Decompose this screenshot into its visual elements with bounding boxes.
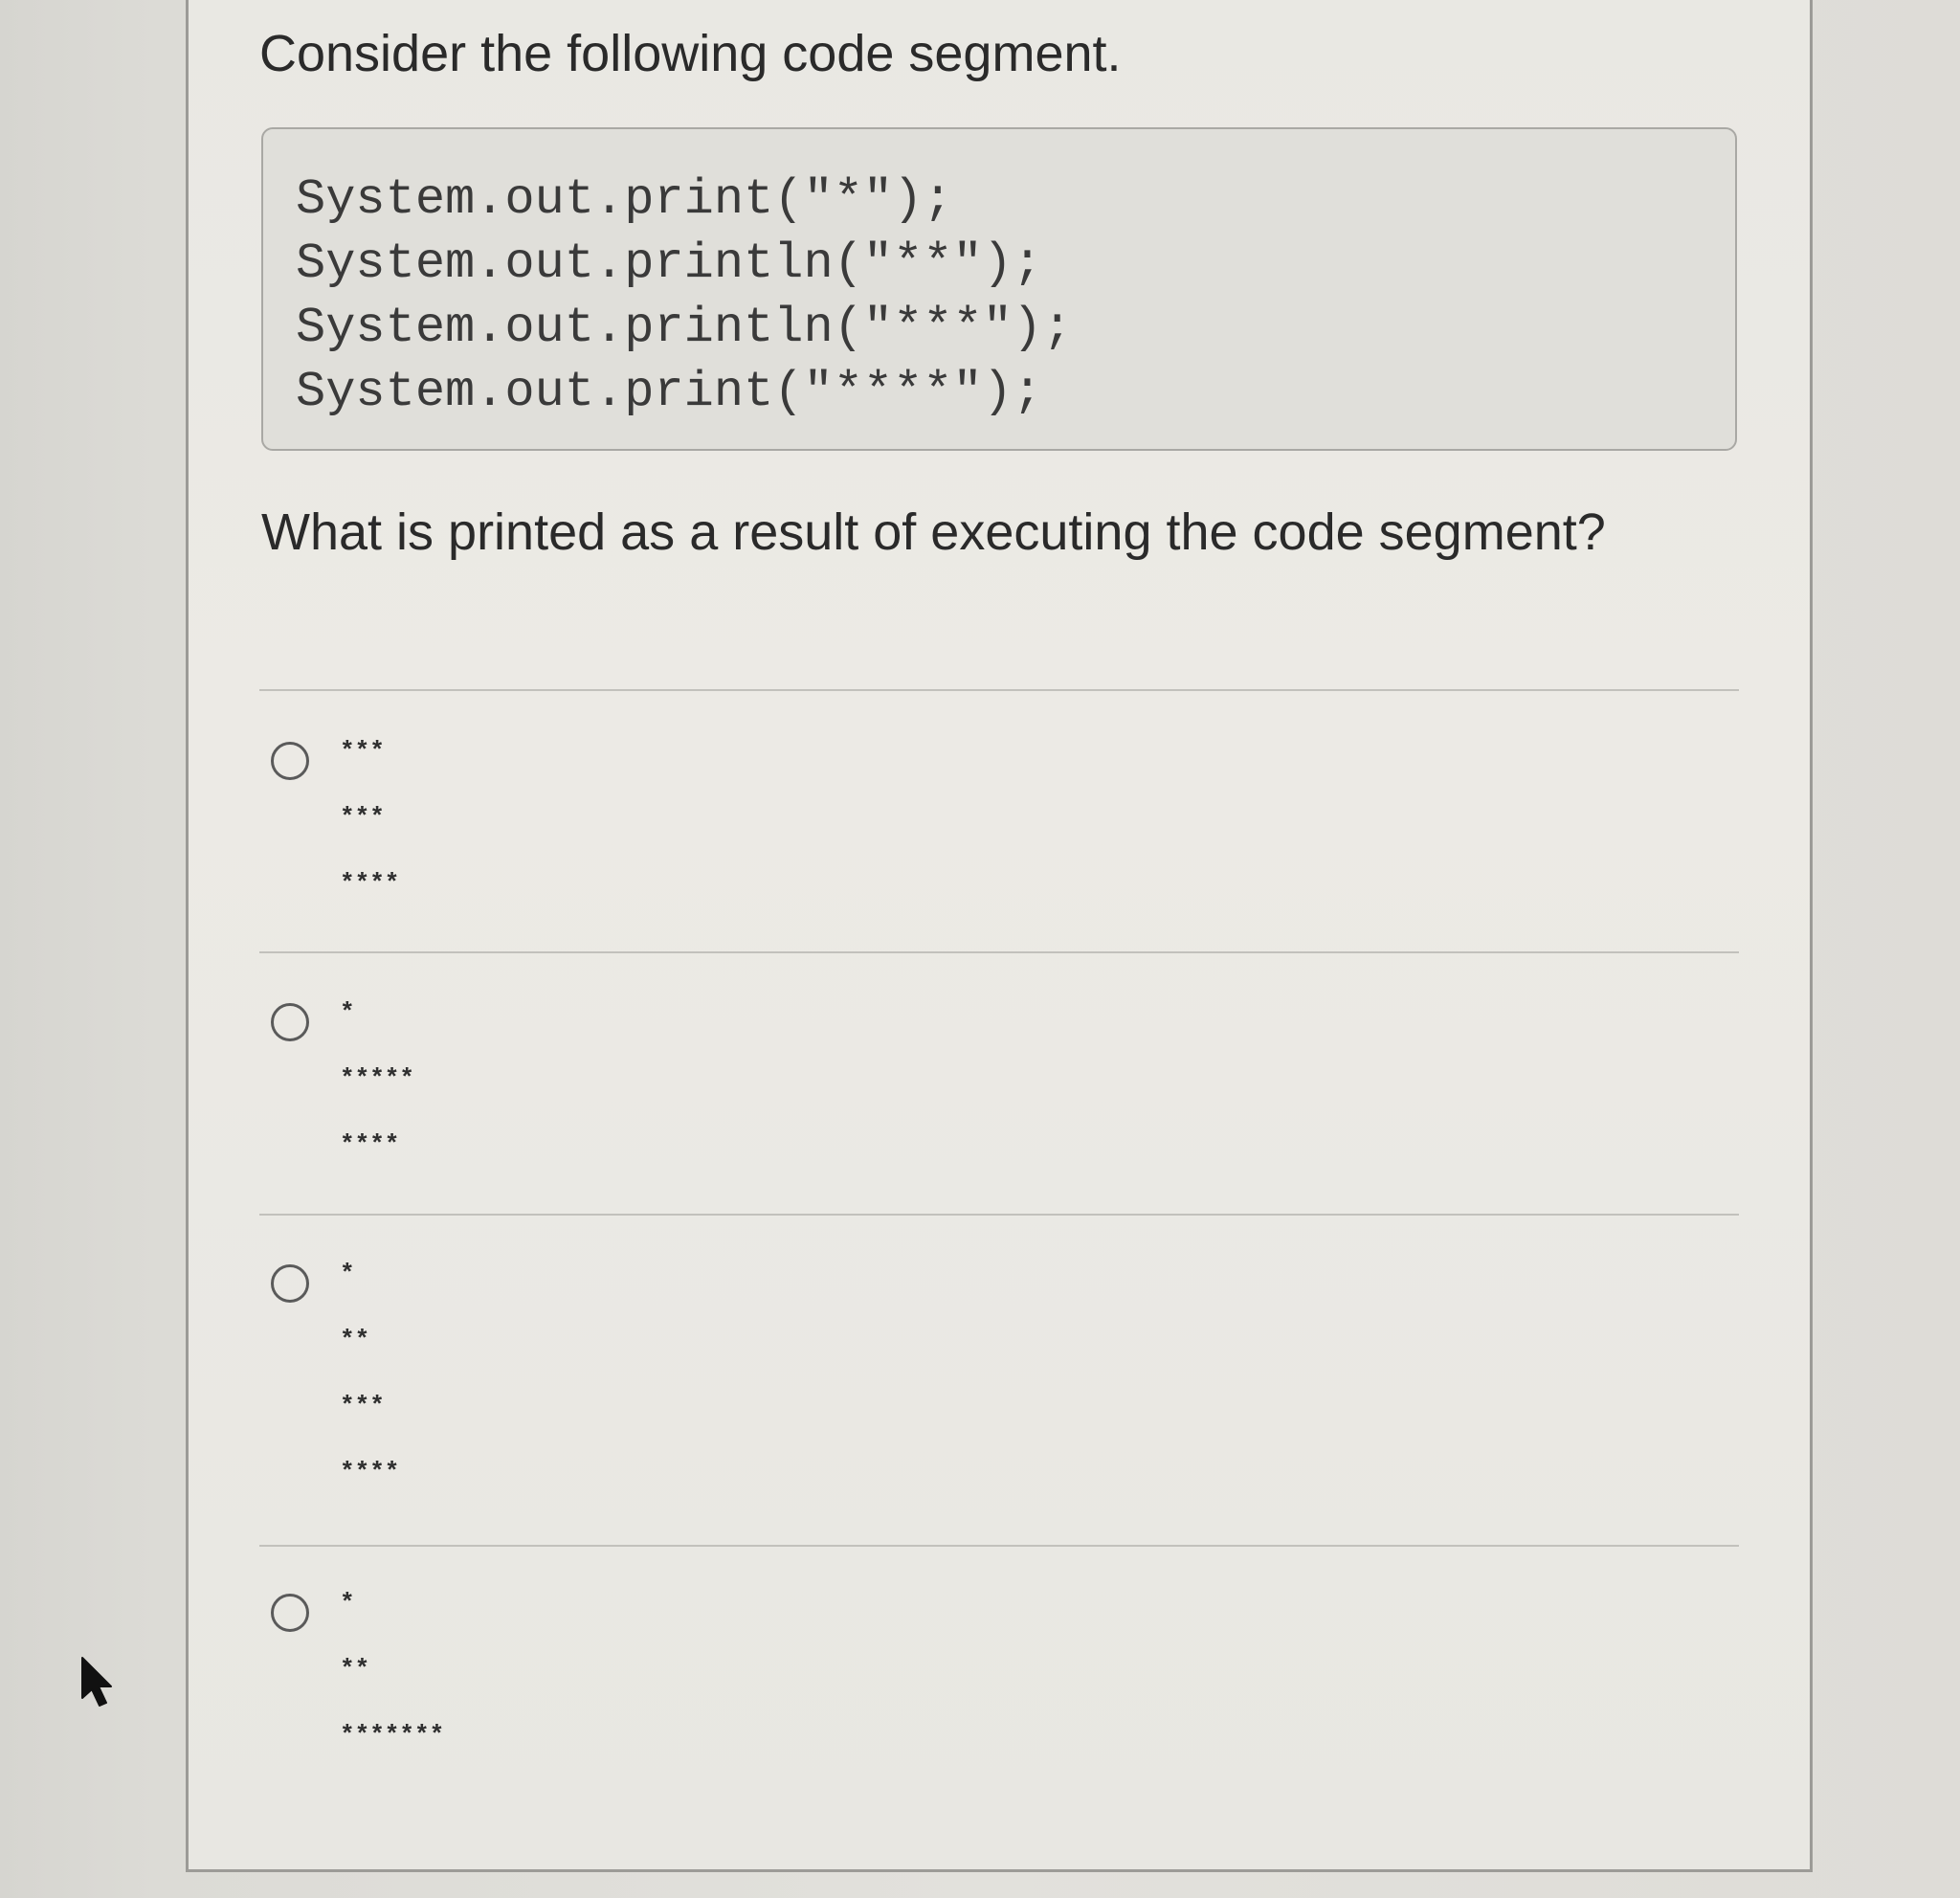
option-c-output bbox=[340, 1255, 399, 1519]
radio-button-icon[interactable] bbox=[271, 1003, 309, 1041]
question-text: What is printed as a result of executing the code segment? bbox=[261, 503, 1606, 561]
option-line: **** bbox=[340, 1130, 400, 1159]
option-b-output bbox=[340, 994, 414, 1192]
option-line: ** bbox=[340, 1326, 370, 1354]
code-line: System.out.print("****"); bbox=[296, 364, 1043, 420]
radio-button-icon[interactable] bbox=[271, 1264, 309, 1303]
option-line: *** bbox=[340, 1392, 385, 1420]
option-d-output bbox=[340, 1584, 444, 1782]
code-line: System.out.print("*"); bbox=[296, 171, 953, 228]
option-line: *** bbox=[340, 803, 385, 832]
radio-button-icon[interactable] bbox=[271, 1594, 309, 1632]
code-line: System.out.println("***"); bbox=[296, 300, 1073, 356]
option-line: ** bbox=[340, 1655, 370, 1684]
option-line: * bbox=[340, 1589, 355, 1618]
prompt-title: Consider the following code segment. bbox=[259, 25, 1122, 82]
option-line: * bbox=[340, 1260, 355, 1288]
option-line: **** bbox=[340, 869, 400, 898]
divider bbox=[259, 1214, 1739, 1216]
question-card bbox=[186, 0, 1813, 1872]
option-line: * bbox=[340, 998, 355, 1027]
option-line: **** bbox=[340, 1458, 400, 1486]
option-line: *** bbox=[340, 737, 385, 766]
option-line: ******* bbox=[340, 1721, 445, 1750]
divider bbox=[259, 951, 1739, 953]
option-a-output bbox=[340, 732, 399, 930]
mouse-pointer-icon bbox=[78, 1656, 117, 1709]
divider bbox=[259, 1545, 1739, 1547]
code-block bbox=[261, 127, 1737, 451]
radio-button-icon[interactable] bbox=[271, 742, 309, 780]
option-line: ***** bbox=[340, 1064, 415, 1093]
divider bbox=[259, 689, 1739, 691]
code-line: System.out.println("**"); bbox=[296, 235, 1043, 292]
